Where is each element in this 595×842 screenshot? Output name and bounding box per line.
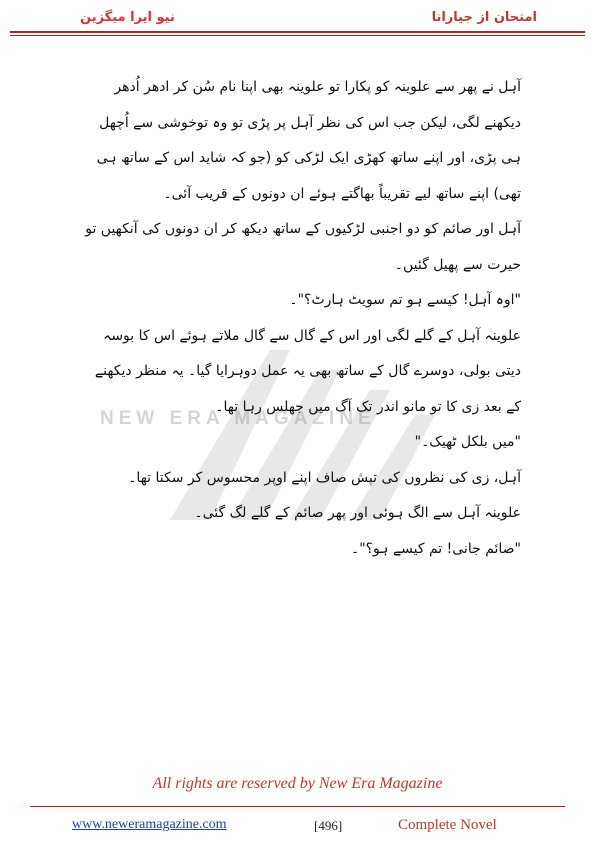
header-rule-thin bbox=[10, 35, 585, 36]
paragraph: "اوہ آہل! کیسے ہو تم سویٹ ہارٹ؟"۔ bbox=[289, 292, 521, 308]
novel-title: امتحان از جیارانا bbox=[431, 10, 537, 25]
copyright-notice: All rights are reserved by New Era Magazine bbox=[152, 775, 443, 792]
paragraph: "صائم جانی! تم کیسے ہو؟"۔ bbox=[350, 540, 521, 557]
paragraph: آہل اور صائم کو دو اجنبی لڑکیوں کے ساتھ دیکھ کر ان دونوں کی آنکھیں تو حیرت سے پھیل گئیں۔ bbox=[85, 221, 521, 273]
paragraph: "میں بلکل ٹھیک۔" bbox=[414, 434, 521, 450]
paragraph: علوینہ آہل کے گلے لگی اور اس کے گال سے گال ملاتے ہوئے اس کا بوسہ دیتی بولی، دوسرے گال کے ساتھ بھی یہ عمل دوہرایا گیا۔ یہ منظر دیکھنے کے بعد زی کا تو مانو اندر تک آگ میں جھلس رہا تھا۔ bbox=[94, 327, 521, 415]
paragraph: آہل، زی کی نظروں کی تپش صاف اپنے اوپر محسوس کر سکتا تھا۔ bbox=[128, 469, 521, 486]
magazine-brand: نیو ایرا میگزین bbox=[80, 10, 175, 25]
watermark-text: NEW ERA MAGAZINE bbox=[100, 408, 376, 429]
header-rule bbox=[10, 31, 585, 33]
page-number: [496] bbox=[314, 818, 343, 833]
section-label: Complete Novel bbox=[398, 817, 497, 833]
website-link[interactable]: www.neweramagazine.com bbox=[72, 817, 227, 832]
page-header bbox=[48, 4, 547, 32]
novel-text bbox=[84, 70, 521, 567]
footer-rule bbox=[30, 806, 565, 807]
paragraph: آہل نے پھر سے علوینہ کو پکارا تو علوینہ بھی اپنا نام سُن کر ادھر اُدھر دیکھنے لگی، لیکن جب اس کی نظر آہل پر پڑی تو وہ توخوشی سے اُچھل ہی پڑی، اور اپنے ساتھ کھڑی ایک لڑکی کو (جو کہ شاید اس کے ساتھ ہی تھی) اپنے ساتھ لیے تقریباً بھاگتے ہوئے ان دونوں کے قریب آئی۔ bbox=[96, 79, 521, 202]
paragraph: علوینہ آہل سے الگ ہوئی اور پھر صائم کے گلے لگ گئی۔ bbox=[194, 505, 521, 521]
